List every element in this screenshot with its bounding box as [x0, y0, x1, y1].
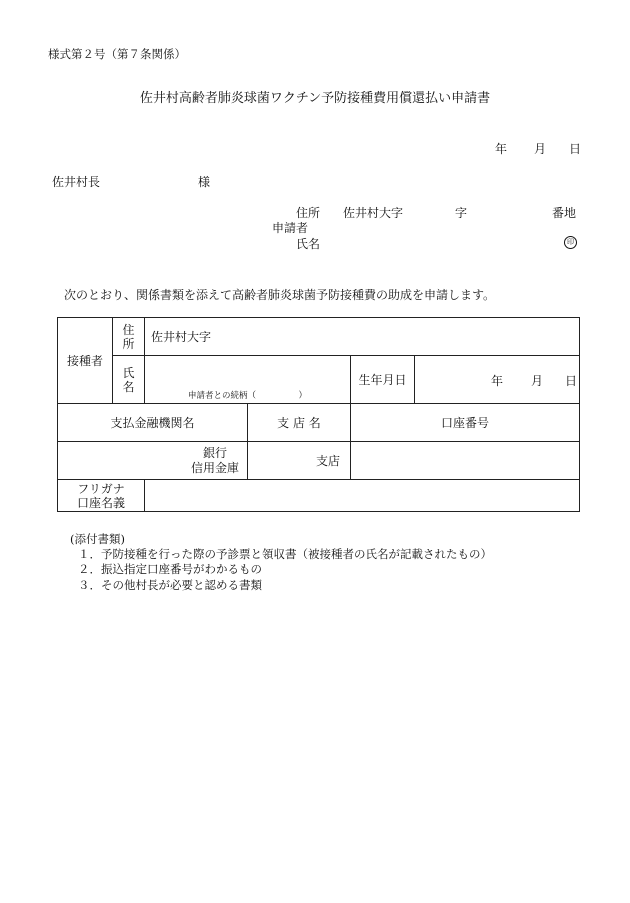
applicant-name-label: 氏名 [296, 237, 321, 251]
applicant-address-value: 佐井村大字 [343, 206, 404, 220]
seal-icon: 印 [564, 236, 577, 249]
bank-option-shinkin: 信用金庫 [190, 460, 239, 475]
recipient-name-field[interactable] [145, 356, 351, 404]
date-year-label: 年 [495, 142, 508, 156]
honorific: 様 [198, 175, 211, 189]
recipient-address-value: 佐井村大字 [151, 330, 212, 344]
application-table [57, 317, 580, 512]
page-title: 佐井村高齢者肺炎球菌ワクチン予防接種費用償還払い申請書 [139, 91, 491, 106]
date-month-label: 月 [534, 142, 547, 156]
bank-name-field[interactable] [58, 442, 248, 480]
recipient-address-field[interactable] [145, 318, 580, 356]
account-holder-label: フリガナ 口座名義 [58, 480, 145, 512]
account-holder-field[interactable] [145, 480, 580, 512]
applicant-label: 申請者 [272, 221, 309, 235]
dob-year-label: 年 [491, 374, 504, 388]
account-number-field[interactable] [351, 442, 580, 480]
branch-suffix: 支店 [315, 454, 340, 468]
form-number: 様式第２号（第７条関係） [48, 47, 186, 61]
date-day-label: 日 [569, 142, 582, 156]
dob-field[interactable] [415, 356, 580, 404]
attachment-item: ３．その他村長が必要と認める書類 [78, 578, 262, 592]
attachments-title: (添付書類) [70, 532, 125, 546]
declaration-text: 次のとおり、関係書類を添えて高齢者肺炎球菌予防接種費の助成を申請します。 [64, 288, 496, 302]
recipient-address-label: 住 所 [113, 318, 145, 356]
applicant-address-label: 住所 [296, 206, 321, 220]
bank-option-bank: 銀行 [202, 445, 227, 460]
addressee: 佐井村長 [52, 175, 101, 189]
relation-text: 申請者との続柄（ ） [187, 391, 307, 401]
branch-field[interactable] [248, 442, 351, 480]
dob-day-label: 日 [565, 374, 578, 388]
dob-label: 生年月日 [351, 356, 415, 404]
attachment-item: ２．振込指定口座番号がわかるもの [78, 562, 262, 576]
attachment-item: １．予防接種を行った際の予診票と領収書（被接種者の氏名が記載されたもの） [78, 547, 492, 561]
bank-header: 支払金融機関名 [58, 404, 248, 442]
applicant-banchi-label: 番地 [552, 206, 577, 220]
recipient-label: 接種者 [58, 318, 113, 404]
dob-month-label: 月 [531, 374, 544, 388]
applicant-aza-label: 字 [455, 206, 468, 220]
recipient-name-label: 氏 名 [113, 356, 145, 404]
account-header: 口座番号 [351, 404, 580, 442]
branch-header: 支 店 名 [248, 404, 351, 442]
